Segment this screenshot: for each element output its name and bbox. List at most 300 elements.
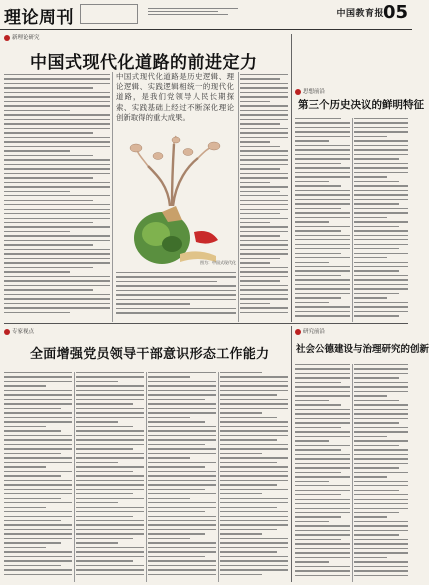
text-line bbox=[4, 421, 72, 422]
text-line bbox=[354, 154, 408, 155]
text-line bbox=[295, 315, 350, 316]
main-article-col-1 bbox=[4, 74, 110, 320]
text-line bbox=[4, 146, 110, 147]
column-divider bbox=[352, 364, 353, 582]
text-line bbox=[220, 556, 288, 557]
text-line bbox=[4, 399, 72, 400]
text-line bbox=[354, 315, 399, 316]
text-line bbox=[76, 533, 144, 534]
text-line bbox=[148, 385, 216, 386]
text-line bbox=[240, 267, 288, 268]
text-line bbox=[240, 298, 288, 299]
text-line bbox=[220, 565, 288, 566]
text-line bbox=[295, 253, 341, 254]
text-line bbox=[220, 399, 288, 400]
text-line bbox=[76, 394, 144, 395]
text-line bbox=[148, 542, 216, 543]
column-divider bbox=[112, 72, 113, 322]
text-line bbox=[354, 418, 408, 419]
text-line bbox=[4, 484, 72, 485]
text-line bbox=[354, 275, 408, 276]
text-line bbox=[148, 538, 190, 539]
text-line bbox=[76, 489, 144, 490]
text-line bbox=[76, 408, 144, 409]
text-line bbox=[295, 257, 350, 258]
main-article-title: 中国式现代化道路的前进定力 bbox=[30, 53, 258, 73]
text-line bbox=[354, 561, 408, 562]
text-line bbox=[354, 131, 408, 132]
text-line bbox=[4, 376, 72, 377]
text-line bbox=[240, 231, 288, 232]
text-line bbox=[295, 494, 341, 495]
text-line bbox=[354, 386, 408, 387]
text-line bbox=[4, 280, 110, 281]
text-line bbox=[148, 551, 216, 552]
text-line bbox=[220, 453, 262, 454]
text-line bbox=[295, 409, 350, 410]
column-divider bbox=[146, 372, 147, 582]
text-line bbox=[4, 155, 93, 156]
text-line bbox=[295, 167, 350, 168]
text-line bbox=[76, 421, 118, 422]
text-line bbox=[4, 565, 61, 566]
text-line bbox=[4, 200, 93, 201]
text-line bbox=[4, 128, 110, 129]
text-line bbox=[220, 560, 288, 561]
text-line bbox=[4, 258, 110, 259]
text-line bbox=[240, 303, 270, 304]
text-line bbox=[354, 481, 408, 482]
text-line bbox=[295, 449, 341, 450]
text-line bbox=[295, 539, 341, 540]
text-line bbox=[295, 436, 350, 437]
text-line bbox=[4, 226, 110, 227]
right-top-col-1 bbox=[295, 118, 350, 322]
text-line bbox=[295, 368, 350, 369]
text-line bbox=[116, 299, 236, 300]
text-line bbox=[240, 262, 270, 263]
text-line bbox=[354, 476, 387, 477]
text-line bbox=[295, 530, 350, 531]
text-line bbox=[295, 190, 350, 191]
text-line bbox=[4, 471, 72, 472]
text-line bbox=[4, 524, 72, 525]
text-line bbox=[240, 119, 288, 120]
text-line bbox=[240, 213, 280, 214]
text-line bbox=[148, 484, 216, 485]
text-line bbox=[354, 149, 408, 150]
text-line bbox=[295, 427, 341, 428]
illustration-caption: 图为：中国式现代化 bbox=[200, 260, 236, 265]
text-line bbox=[148, 493, 216, 494]
text-line bbox=[354, 530, 408, 531]
editor-line-decoration bbox=[148, 6, 248, 17]
text-line bbox=[295, 203, 350, 204]
text-line bbox=[4, 96, 110, 97]
text-line bbox=[220, 511, 288, 512]
text-line bbox=[220, 403, 288, 404]
section-divider bbox=[291, 34, 292, 322]
text-line bbox=[295, 418, 350, 419]
text-line bbox=[4, 312, 70, 313]
text-line bbox=[116, 272, 236, 273]
text-line bbox=[220, 408, 288, 409]
text-line bbox=[4, 105, 110, 106]
text-line bbox=[354, 575, 408, 576]
text-line bbox=[240, 96, 288, 97]
text-line bbox=[220, 507, 277, 508]
bottom-right-article-title: 社会公德建设与治理研究的创新 bbox=[296, 344, 429, 355]
text-line bbox=[4, 159, 110, 160]
text-line bbox=[4, 498, 61, 499]
text-line bbox=[354, 543, 408, 544]
text-line bbox=[295, 561, 329, 562]
bottom-col-1 bbox=[4, 372, 72, 582]
text-line bbox=[295, 311, 350, 312]
text-line bbox=[76, 381, 118, 382]
text-line bbox=[76, 498, 144, 499]
text-line bbox=[4, 412, 72, 413]
text-line bbox=[295, 512, 350, 513]
text-line bbox=[220, 484, 277, 485]
text-line bbox=[220, 385, 288, 386]
text-line bbox=[354, 413, 408, 414]
text-line bbox=[295, 404, 341, 405]
text-line bbox=[4, 141, 110, 142]
text-line bbox=[76, 444, 144, 445]
text-line bbox=[240, 280, 280, 281]
text-line bbox=[4, 182, 110, 183]
text-line bbox=[4, 303, 110, 304]
tag-dot-icon bbox=[295, 89, 301, 95]
text-line bbox=[354, 212, 408, 213]
text-line bbox=[148, 435, 216, 436]
text-line bbox=[220, 417, 277, 418]
text-line bbox=[295, 176, 350, 177]
text-line bbox=[4, 489, 72, 490]
text-line bbox=[148, 556, 205, 557]
main-article-pullquote: 中国式现代化道路是历史逻辑、理论逻辑、实践逻辑相统一的现代化道路，是我们党领导人民长期探索、实践基础上经过不断深化理论创新取得的重大成果。 bbox=[116, 72, 234, 122]
text-line bbox=[240, 285, 288, 286]
text-line bbox=[4, 213, 110, 214]
text-line bbox=[354, 467, 399, 468]
text-line bbox=[4, 547, 46, 548]
text-line bbox=[4, 417, 72, 418]
text-line bbox=[76, 399, 144, 400]
text-line bbox=[76, 574, 144, 575]
logo-tag-box bbox=[80, 4, 138, 24]
text-line bbox=[4, 164, 110, 165]
text-line bbox=[220, 520, 288, 521]
text-line bbox=[4, 78, 110, 79]
text-line bbox=[148, 453, 216, 454]
text-line bbox=[354, 248, 399, 249]
text-line bbox=[295, 158, 350, 159]
text-line bbox=[76, 565, 144, 566]
text-line bbox=[295, 377, 350, 378]
text-line bbox=[354, 422, 399, 423]
text-line bbox=[295, 395, 350, 396]
text-line bbox=[4, 262, 110, 263]
text-line bbox=[240, 235, 280, 236]
section-divider bbox=[291, 326, 292, 582]
text-line bbox=[4, 123, 110, 124]
text-line bbox=[76, 462, 118, 463]
text-line bbox=[295, 552, 350, 553]
text-line bbox=[4, 307, 110, 308]
text-line bbox=[148, 529, 216, 530]
text-line bbox=[295, 127, 350, 128]
text-line bbox=[354, 516, 387, 517]
text-line bbox=[4, 294, 110, 295]
text-line bbox=[76, 426, 133, 427]
text-line bbox=[354, 235, 408, 236]
text-line bbox=[354, 194, 408, 195]
text-line bbox=[220, 426, 288, 427]
text-line bbox=[148, 547, 216, 548]
text-line bbox=[4, 520, 61, 521]
text-line bbox=[76, 569, 144, 570]
text-line bbox=[354, 172, 408, 173]
text-line bbox=[4, 235, 110, 236]
text-line bbox=[295, 212, 350, 213]
text-line bbox=[148, 520, 216, 521]
text-line bbox=[295, 525, 350, 526]
text-line bbox=[4, 480, 72, 481]
text-line bbox=[76, 435, 144, 436]
text-line bbox=[76, 385, 144, 386]
text-line bbox=[148, 417, 190, 418]
text-line bbox=[354, 302, 408, 303]
text-line bbox=[4, 394, 72, 395]
text-line bbox=[295, 262, 329, 263]
text-line bbox=[76, 475, 144, 476]
text-line bbox=[354, 373, 408, 374]
text-line bbox=[148, 502, 216, 503]
text-line bbox=[354, 306, 408, 307]
text-line bbox=[295, 149, 350, 150]
bottom-col-4 bbox=[220, 372, 288, 582]
text-line bbox=[295, 467, 350, 468]
text-line bbox=[148, 516, 216, 517]
text-line bbox=[354, 185, 408, 186]
text-line bbox=[148, 507, 216, 508]
text-line bbox=[148, 430, 216, 431]
text-line bbox=[220, 448, 288, 449]
bottom-column-tag: 专家视点 bbox=[4, 327, 34, 335]
text-line bbox=[354, 566, 408, 567]
text-line bbox=[220, 421, 288, 422]
text-line bbox=[354, 427, 408, 428]
text-line bbox=[76, 502, 118, 503]
text-line bbox=[295, 293, 350, 294]
bottom-right-col-1 bbox=[295, 364, 350, 582]
text-line bbox=[295, 364, 350, 365]
text-line bbox=[220, 493, 262, 494]
text-line bbox=[4, 574, 72, 575]
top-column-tag: 新理论研究 bbox=[4, 33, 40, 41]
text-line bbox=[148, 462, 216, 463]
text-line bbox=[4, 516, 72, 517]
text-line bbox=[148, 471, 216, 472]
text-line bbox=[4, 466, 46, 467]
text-line bbox=[220, 498, 288, 499]
bottom-col-2 bbox=[76, 372, 144, 582]
text-line bbox=[4, 110, 70, 111]
text-line bbox=[4, 101, 110, 102]
text-line bbox=[295, 516, 341, 517]
text-line bbox=[295, 373, 350, 374]
text-line bbox=[354, 494, 408, 495]
text-line bbox=[240, 164, 288, 165]
text-line bbox=[354, 122, 408, 123]
text-line bbox=[148, 412, 216, 413]
text-line bbox=[240, 200, 288, 201]
text-line bbox=[220, 372, 262, 373]
text-line bbox=[4, 150, 70, 151]
text-line bbox=[354, 257, 387, 258]
text-line bbox=[4, 285, 110, 286]
text-line bbox=[76, 453, 144, 454]
text-line bbox=[220, 466, 288, 467]
text-line bbox=[354, 368, 408, 369]
text-line bbox=[295, 199, 350, 200]
text-line bbox=[4, 507, 46, 508]
column-divider bbox=[74, 372, 75, 582]
text-line bbox=[4, 560, 72, 561]
text-line bbox=[148, 533, 205, 534]
text-line bbox=[354, 364, 408, 365]
bottom-col-3 bbox=[148, 372, 216, 582]
tag-dot-icon bbox=[295, 329, 301, 335]
text-line bbox=[354, 472, 408, 473]
text-line bbox=[76, 466, 144, 467]
text-line bbox=[220, 516, 288, 517]
text-line bbox=[220, 538, 288, 539]
text-line bbox=[148, 394, 216, 395]
text-line bbox=[354, 266, 408, 267]
masthead bbox=[0, 0, 412, 30]
text-line bbox=[354, 293, 399, 294]
text-line bbox=[240, 141, 270, 142]
text-line bbox=[4, 551, 72, 552]
text-line bbox=[76, 520, 144, 521]
text-line bbox=[240, 123, 280, 124]
text-line bbox=[148, 560, 216, 561]
text-line bbox=[354, 221, 408, 222]
text-line bbox=[354, 262, 408, 263]
text-line bbox=[76, 538, 133, 539]
text-line bbox=[295, 208, 341, 209]
text-line bbox=[240, 173, 288, 174]
text-line bbox=[295, 266, 350, 267]
text-line bbox=[148, 403, 216, 404]
text-line bbox=[295, 217, 350, 218]
text-line bbox=[240, 92, 288, 93]
text-line bbox=[240, 253, 288, 254]
text-line bbox=[220, 430, 288, 431]
text-line bbox=[354, 463, 408, 464]
text-line bbox=[220, 480, 288, 481]
text-line bbox=[4, 137, 110, 138]
text-line bbox=[148, 480, 216, 481]
text-line bbox=[4, 542, 61, 543]
text-line bbox=[220, 533, 262, 534]
text-line bbox=[76, 430, 144, 431]
text-line bbox=[4, 231, 70, 232]
text-line bbox=[354, 145, 408, 146]
text-line bbox=[148, 524, 216, 525]
text-line bbox=[354, 534, 399, 535]
text-line bbox=[148, 466, 205, 467]
text-line bbox=[295, 548, 350, 549]
text-line bbox=[76, 529, 144, 530]
text-line bbox=[295, 270, 350, 271]
right-top-article-title: 第三个历史决议的鲜明特征 bbox=[298, 99, 424, 111]
text-line bbox=[4, 556, 72, 557]
text-line bbox=[295, 503, 350, 504]
text-line bbox=[354, 217, 387, 218]
tag-dot-icon bbox=[4, 35, 10, 41]
text-line bbox=[76, 471, 133, 472]
text-line bbox=[220, 457, 288, 458]
text-line bbox=[354, 449, 408, 450]
text-line bbox=[354, 136, 387, 137]
text-line bbox=[295, 570, 350, 571]
text-line bbox=[354, 284, 408, 285]
text-line bbox=[354, 548, 408, 549]
text-line bbox=[295, 386, 350, 387]
text-line bbox=[220, 471, 288, 472]
text-line bbox=[295, 566, 350, 567]
text-line bbox=[240, 137, 288, 138]
text-line bbox=[354, 521, 408, 522]
text-line bbox=[4, 430, 61, 431]
column-divider bbox=[352, 118, 353, 322]
text-line bbox=[220, 462, 277, 463]
text-line bbox=[4, 439, 72, 440]
text-line bbox=[220, 489, 288, 490]
text-line bbox=[295, 122, 350, 123]
text-line bbox=[76, 484, 144, 485]
text-line bbox=[148, 498, 190, 499]
text-line bbox=[295, 458, 350, 459]
text-line bbox=[148, 399, 205, 400]
text-line bbox=[116, 290, 236, 291]
text-line bbox=[220, 524, 288, 525]
text-line bbox=[148, 475, 216, 476]
text-line bbox=[354, 270, 399, 271]
text-line bbox=[4, 390, 72, 391]
text-line bbox=[354, 127, 408, 128]
text-line bbox=[354, 244, 408, 245]
text-line bbox=[354, 297, 387, 298]
text-line bbox=[295, 481, 329, 482]
text-line bbox=[4, 538, 72, 539]
text-line bbox=[295, 400, 329, 401]
text-line bbox=[4, 444, 72, 445]
text-line bbox=[354, 311, 408, 312]
text-line bbox=[354, 382, 408, 383]
text-line bbox=[76, 448, 133, 449]
text-line bbox=[295, 445, 350, 446]
text-line bbox=[76, 516, 133, 517]
text-line bbox=[240, 110, 288, 111]
text-line bbox=[295, 288, 350, 289]
text-line bbox=[4, 502, 72, 503]
text-line bbox=[116, 281, 217, 282]
text-line bbox=[240, 289, 288, 290]
